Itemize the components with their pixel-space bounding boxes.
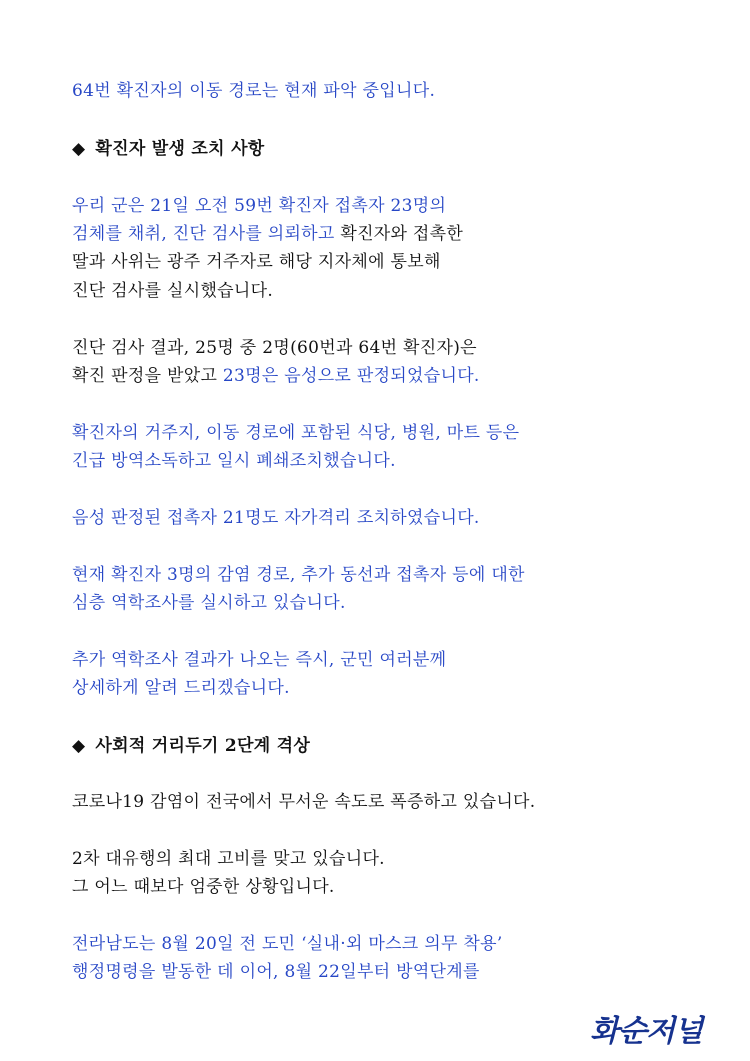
- paragraph-line: 상세하게 알려 드리겠습니다.: [72, 678, 290, 698]
- diamond-bullet-icon: ◆: [72, 736, 86, 756]
- section-title: 사회적 거리두기 2단계 격상: [95, 736, 311, 756]
- paragraph-line: [72, 364, 480, 388]
- intro-line: 64번 확진자의 이동 경로는 현재 파악 중입니다.: [72, 81, 436, 101]
- text-span: 23명은 음성으로 판정되었습니다.: [222, 366, 480, 386]
- text-span: 검체를 채취, 진단 검사를 의뢰하고: [72, 224, 335, 244]
- paragraph-line: 우리 군은 21일 오전 59번 확진자 접촉자 23명의: [72, 196, 447, 216]
- section-heading-1: [72, 137, 265, 161]
- paragraph-line: 현재 확진자 3명의 감염 경로, 추가 동선과 접촉자 등에 대한: [72, 565, 525, 585]
- paragraph-line: 딸과 사위는 광주 거주자로 해당 지자체에 통보해: [72, 252, 441, 272]
- paragraph-line: 추가 역학조사 결과가 나오는 즉시, 군민 여러분께: [72, 650, 447, 670]
- paragraph-line: 코로나19 감염이 전국에서 무서운 속도로 폭증하고 있습니다.: [72, 792, 536, 812]
- paragraph-line: 진단 검사를 실시했습니다.: [72, 281, 274, 301]
- paragraph-line: 전라남도는 8월 20일 전 도민 ‘실내·외 마스크 의무 착용’: [72, 934, 503, 954]
- text-span: 확진자와 접촉한: [334, 224, 464, 244]
- paragraph-line: 진단 검사 결과, 25명 중 2명(60번과 64번 확진자)은: [72, 338, 477, 358]
- text-span: 확진 판정을 받았고: [72, 366, 223, 386]
- paragraph-line: 음성 판정된 접촉자 21명도 자가격리 조치하였습니다.: [72, 508, 480, 528]
- publisher-logo: 화순저널: [590, 1014, 702, 1049]
- section-heading-2: [72, 734, 310, 758]
- section-title: 확진자 발생 조치 사항: [95, 139, 265, 159]
- paragraph-line: 심층 역학조사를 실시하고 있습니다.: [72, 593, 346, 613]
- paragraph-line: 2차 대유행의 최대 고비를 맞고 있습니다.: [72, 849, 385, 869]
- paragraph-line: [72, 222, 463, 246]
- paragraph-line: 행정명령을 발동한 데 이어, 8월 22일부터 방역단계를: [72, 962, 480, 982]
- paragraph-line: 그 어느 때보다 엄중한 상황입니다.: [72, 877, 335, 897]
- paragraph-line: 확진자의 거주지, 이동 경로에 포함된 식당, 병원, 마트 등은: [72, 423, 520, 443]
- paragraph-line: 긴급 방역소독하고 일시 폐쇄조치했습니다.: [72, 451, 396, 471]
- diamond-bullet-icon: ◆: [72, 139, 86, 159]
